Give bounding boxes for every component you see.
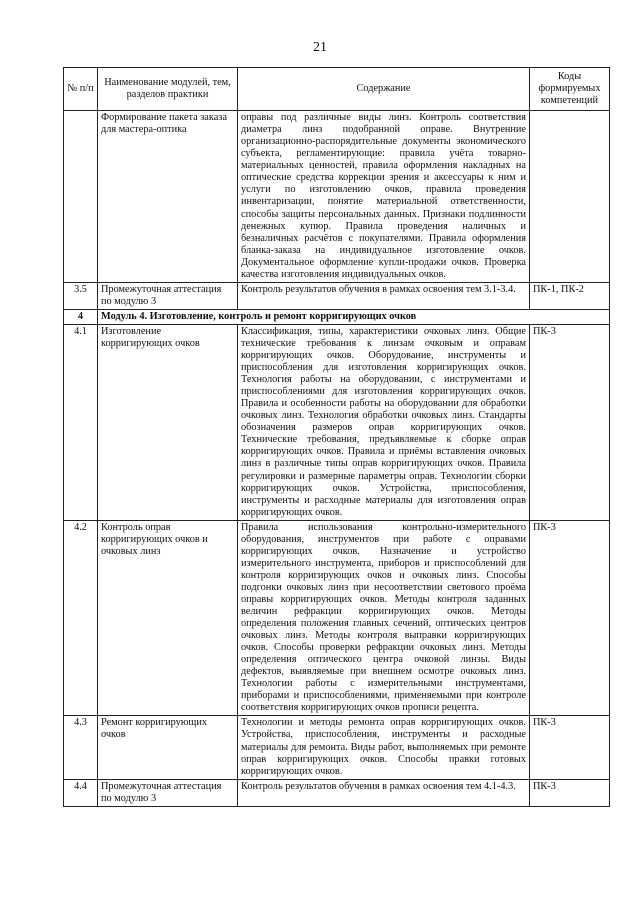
table-row [64, 779, 610, 806]
row-codes: ПК-1, ПК-2 [530, 282, 610, 309]
module-num: 4 [64, 309, 98, 324]
table-row [64, 111, 610, 283]
table-header-row [64, 68, 610, 111]
row-name: Ремонт корригирующих очков [98, 716, 238, 779]
row-codes: ПК-3 [530, 779, 610, 806]
row-codes: ПК-3 [530, 520, 610, 716]
row-content: Правила использования контрольно-измерительного оборудования, инструментов при работе с оправами корригирующих очков. Назначение и устройство измерительного инструмента, приборов и приспособлений для контроля корригирующих очков и очковых линз. Способы подгонки очковых линз при несоответствии светового проёма оправы корригирующих очков. Методы контроля заданных величин рефракции корригирующих очков. Методы определения положения главных сечений, оптических центров очковых линз. Методы контроля выправки корригирующих очков. Способы проверки рефракции очковых линз. Методы определения оптического центра очковой линзы. Виды дефектов, выявляемые при внешнем осмотре очковых линз. Технологии работы с измерительными инструментами, приборами и приспособлениями, применяемыми при контроле соответствия корригирующих очков прописи рецепта. [238, 520, 530, 716]
header-num: № п/п [64, 68, 98, 111]
curriculum-table [63, 67, 610, 807]
row-num: 4.2 [64, 520, 98, 716]
table-row [64, 324, 610, 520]
table-row [64, 282, 610, 309]
row-num: 3.5 [64, 282, 98, 309]
row-name: Изготовление корригирующих очков [98, 324, 238, 520]
table-row [64, 716, 610, 779]
row-content: Классификация, типы, характеристики очковых линз. Общие технические требования к линзам очковым и оправам корригирующих очков. Оборудование, инструменты и приспособления для изготовления корригирующих очков. Технология работы на оборудовании, с инструментами и приспособлениями для изготовления корригирующих очков. Правила и особенности работы на оборудовании для обработки очковых линз. Технология обработки очковых линз. Стандарты обозначения размеров оправ корригирующих очков. Технические требования, предъявляемые к сборке оправ корригирующих очков. Правила и приёмы вставления очковых линз в различные типы оправ корригирующих очков. Правила регулировки и размерные параметры оправ. Технологии сборки корригирующих очков. Устройства, приспособления, инструменты и расходные материалы для изготовления оправ корригирующих очков. [238, 324, 530, 520]
table-row [64, 520, 610, 716]
row-name: Контроль оправ корригирующих очков и очковых линз [98, 520, 238, 716]
row-codes [530, 111, 610, 283]
row-name: Промежуточная аттестация по модулю 3 [98, 282, 238, 309]
row-name: Формирование пакета заказа для мастера-оптика [98, 111, 238, 283]
row-content: Контроль результатов обучения в рамках освоения тем 3.1-3.4. [238, 282, 530, 309]
module-row [64, 309, 610, 324]
row-num [64, 111, 98, 283]
module-title: Модуль 4. Изготовление, контроль и ремонт корригирующих очков [98, 309, 610, 324]
header-name: Наименование модулей, тем, разделов практики [98, 68, 238, 111]
row-num: 4.3 [64, 716, 98, 779]
row-content: Контроль результатов обучения в рамках освоения тем 4.1-4.3. [238, 779, 530, 806]
row-content: Технологии и методы ремонта оправ корригирующих очков. Устройства, приспособления, инструменты и расходные материалы для ремонта. Виды работ, выполняемых при ремонте оправ корригирующих очков. Способы правки готовых корригирующих очков. [238, 716, 530, 779]
row-num: 4.4 [64, 779, 98, 806]
row-num: 4.1 [64, 324, 98, 520]
header-content: Содержание [238, 68, 530, 111]
row-name: Промежуточная аттестация по модулю 3 [98, 779, 238, 806]
page-number: 21 [313, 40, 327, 55]
row-content: оправы под различные виды линз. Контроль соответствия диаметра линз подобранной оправе. Внутренние организационно-распорядительные документы экономического субъекта, регламентирующие: правила учёта товарно-материальных ценностей, правила оформления накладных на оптические средства коррекции зрения и аксессуары к ним и услуги по изготовлению очков, правила проведения инвентаризации, понятие материальной ответственности, способы защиты персональных данных. Признаки подлинности денежных купюр. Правила проведения наличных и безналичных расчётов с покупателями. Правила оформления бланка-заказа на индивидуальное изготовление очков. Документальное оформление купли-продажи очков. Проверка качества изготовления индивидуальных очков. [238, 111, 530, 283]
row-codes: ПК-3 [530, 324, 610, 520]
header-codes: Коды формируемых компетенций [530, 68, 610, 111]
row-codes: ПК-3 [530, 716, 610, 779]
